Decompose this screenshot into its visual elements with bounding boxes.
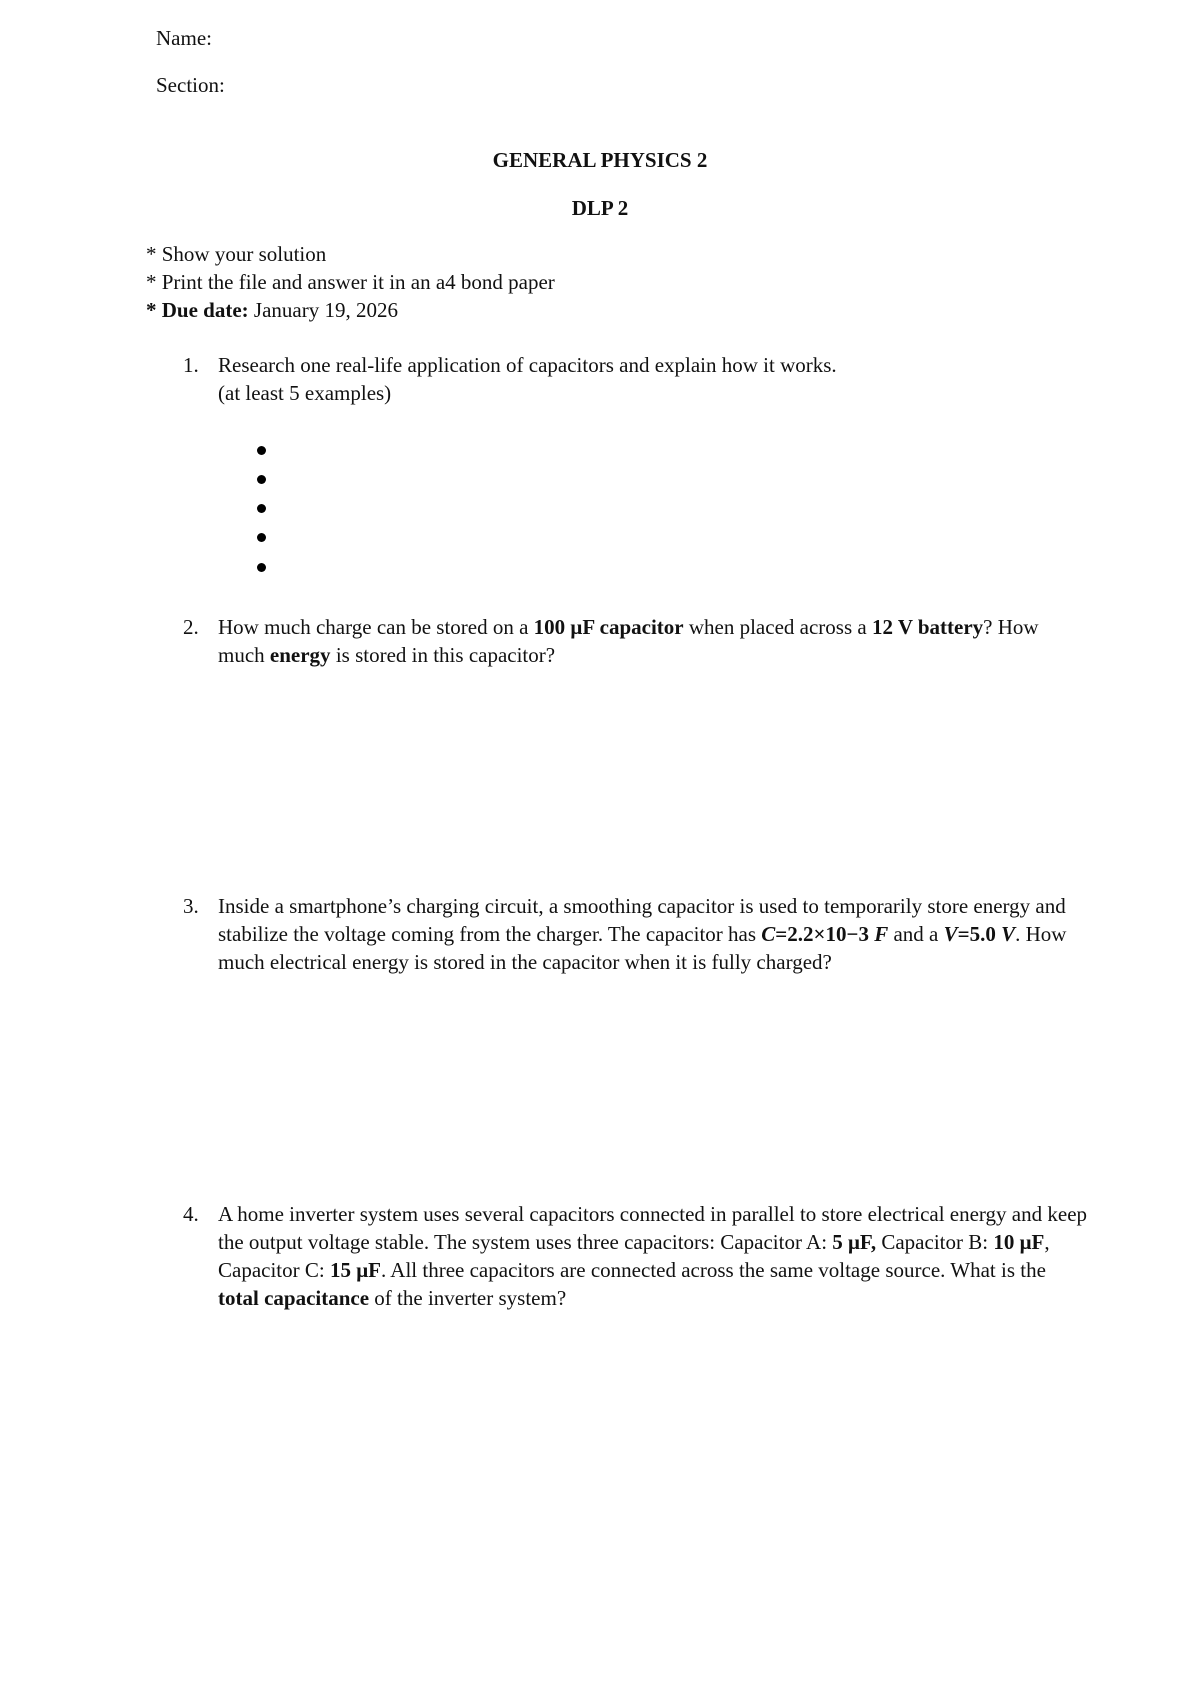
answer-bullet [257, 504, 266, 513]
q2-capacitance: 100 μF capacitor [533, 615, 684, 639]
question-2-text [218, 613, 1088, 669]
q3-v-symbol: V [943, 922, 958, 946]
name-label: Name: [156, 26, 212, 50]
question-1-text [218, 351, 1088, 407]
answer-bullet [257, 563, 266, 572]
due-date-prefix: * [146, 298, 162, 322]
instruction-due-date [146, 296, 398, 324]
answer-bullet [257, 475, 266, 484]
q4-capacitor-a: 5 μF, [832, 1230, 877, 1254]
q3-c-unit: F [874, 922, 889, 946]
page-title: GENERAL PHYSICS 2 [492, 148, 708, 172]
q2-text-2: when placed across a [683, 615, 872, 639]
question-2-number: 2. [183, 615, 199, 639]
due-date-value: January 19, 2026 [248, 298, 398, 322]
q3-text-1: Inside a smartphone’s charging circuit, a smoothing capacitor is used to temporarily store energy and stabilize the voltage coming from the charger. The capacitor has [218, 894, 1066, 946]
q4-text-4: . All three capacitors are connected across the same voltage source. What is the [380, 1258, 1046, 1282]
q2-energy: energy [269, 643, 331, 667]
q4-text-5: of the inverter system? [369, 1286, 567, 1310]
q2-battery: 12 V battery [871, 615, 984, 639]
page-subtitle: DLP 2 [571, 196, 629, 220]
answer-bullet [257, 533, 266, 542]
instruction-print: * Print the file and answer it in an a4 bond paper [146, 270, 555, 294]
q4-text-1: A home inverter system uses several capacitors connected in parallel to store electrical energy and keep the output voltage stable. The system uses three capacitors: Capacitor A: [218, 1202, 1088, 1254]
answer-bullet [257, 446, 266, 455]
q2-text-1: How much charge can be stored on a [218, 615, 534, 639]
section-label: Section: [156, 73, 225, 97]
q2-text-3: ? How much [218, 615, 1039, 667]
question-4-number: 4. [183, 1202, 199, 1226]
q3-text-3: . How much electrical energy is stored in the capacitor when it is fully charged? [218, 922, 1067, 974]
q4-text-3: , Capacitor C: [218, 1230, 1050, 1282]
question-1-line-1: Research one real-life application of capacitors and explain how it works. [218, 353, 837, 377]
q2-text-4: is stored in this capacitor? [330, 643, 556, 667]
q3-c-symbol: C [761, 922, 776, 946]
q4-total-capacitance: total capacitance [218, 1286, 370, 1310]
question-3-text [218, 892, 1088, 976]
q3-v-unit: V [1001, 922, 1016, 946]
q3-text-2: and a [888, 922, 944, 946]
question-3-number: 3. [183, 894, 199, 918]
question-1-line-2: (at least 5 examples) [218, 381, 392, 405]
q4-text-2: Capacitor B: [876, 1230, 994, 1254]
instruction-show-solution: * Show your solution [146, 242, 327, 266]
question-1-number: 1. [183, 353, 199, 377]
q4-capacitor-b: 10 μF [993, 1230, 1045, 1254]
q3-v-value: =5.0 [957, 922, 1002, 946]
question-4-text [218, 1200, 1088, 1312]
q3-c-value: =2.2×10−3 [775, 922, 875, 946]
due-date-label: Due date: [161, 298, 249, 322]
q4-capacitor-c: 15 μF [329, 1258, 381, 1282]
